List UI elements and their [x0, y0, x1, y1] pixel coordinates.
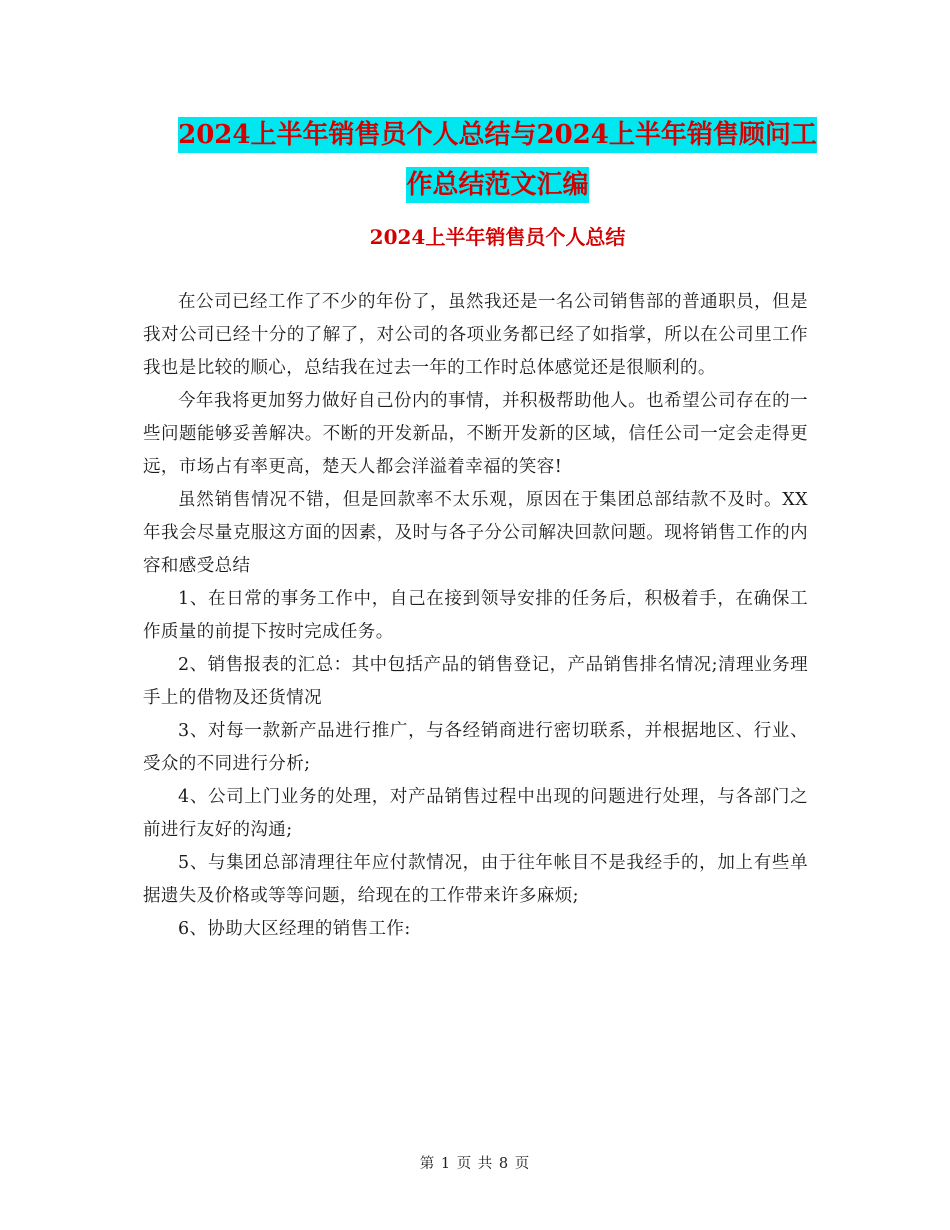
paragraph: 今年我将更加努力做好自己份内的事情，并积极帮助他人。也希望公司存在的一些问题能够妥善解决。不断的开发新品，不断开发新的区域，信任公司一定会走得更远，市场占有率更高，楚天人都会洋溢着幸福的笑容! — [143, 391, 808, 477]
section-title: 2024上半年销售员个人总结 — [369, 225, 626, 249]
paragraph: 5、与集团总部清理往年应付款情况，由于往年帐目不是我经手的，加上有些单据遗失及价格或等等问题，给现在的工作带来许多麻烦; — [143, 853, 808, 906]
paragraph: 1、在日常的事务工作中，自己在接到领导安排的任务后，积极着手，在确保工作质量的前提下按时完成任务。 — [143, 589, 808, 642]
paragraph: 虽然销售情况不错，但是回款率不太乐观，原因在于集团总部结款不及时。XX年我会尽量克服这方面的因素，及时与各子分公司解决回款问题。现将销售工作的内容和感受总结 — [143, 490, 808, 576]
paragraph: 4、公司上门业务的处理，对产品销售过程中出现的问题进行处理，与各部门之前进行友好的沟通; — [143, 787, 808, 840]
paragraph: 6、协助大区经理的销售工作: — [178, 919, 411, 939]
page-number-footer: 第 1 页 共 8 页 — [419, 1156, 531, 1172]
paragraph: 在公司已经工作了不少的年份了，虽然我还是一名公司销售部的普通职员，但是我对公司已经十分的了解了，对公司的各项业务都已经了如指掌，所以在公司里工作我也是比较的顺心，总结我在过去一年的工作时总体感觉还是很顺利的。 — [143, 292, 808, 378]
paragraph: 3、对每一款新产品进行推广，与各经销商进行密切联系，并根据地区、行业、受众的不同进行分析; — [143, 721, 808, 774]
document-title — [140, 110, 855, 210]
document-body — [143, 286, 808, 946]
document-title-line-1: 2024上半年销售员个人总结与2024上半年销售顾问工 — [178, 117, 817, 153]
document-title-line-2: 作总结范文汇编 — [406, 167, 588, 203]
paragraph: 2、销售报表的汇总：其中包括产品的销售登记，产品销售排名情况;清理业务理手上的借物及还货情况 — [143, 655, 808, 708]
